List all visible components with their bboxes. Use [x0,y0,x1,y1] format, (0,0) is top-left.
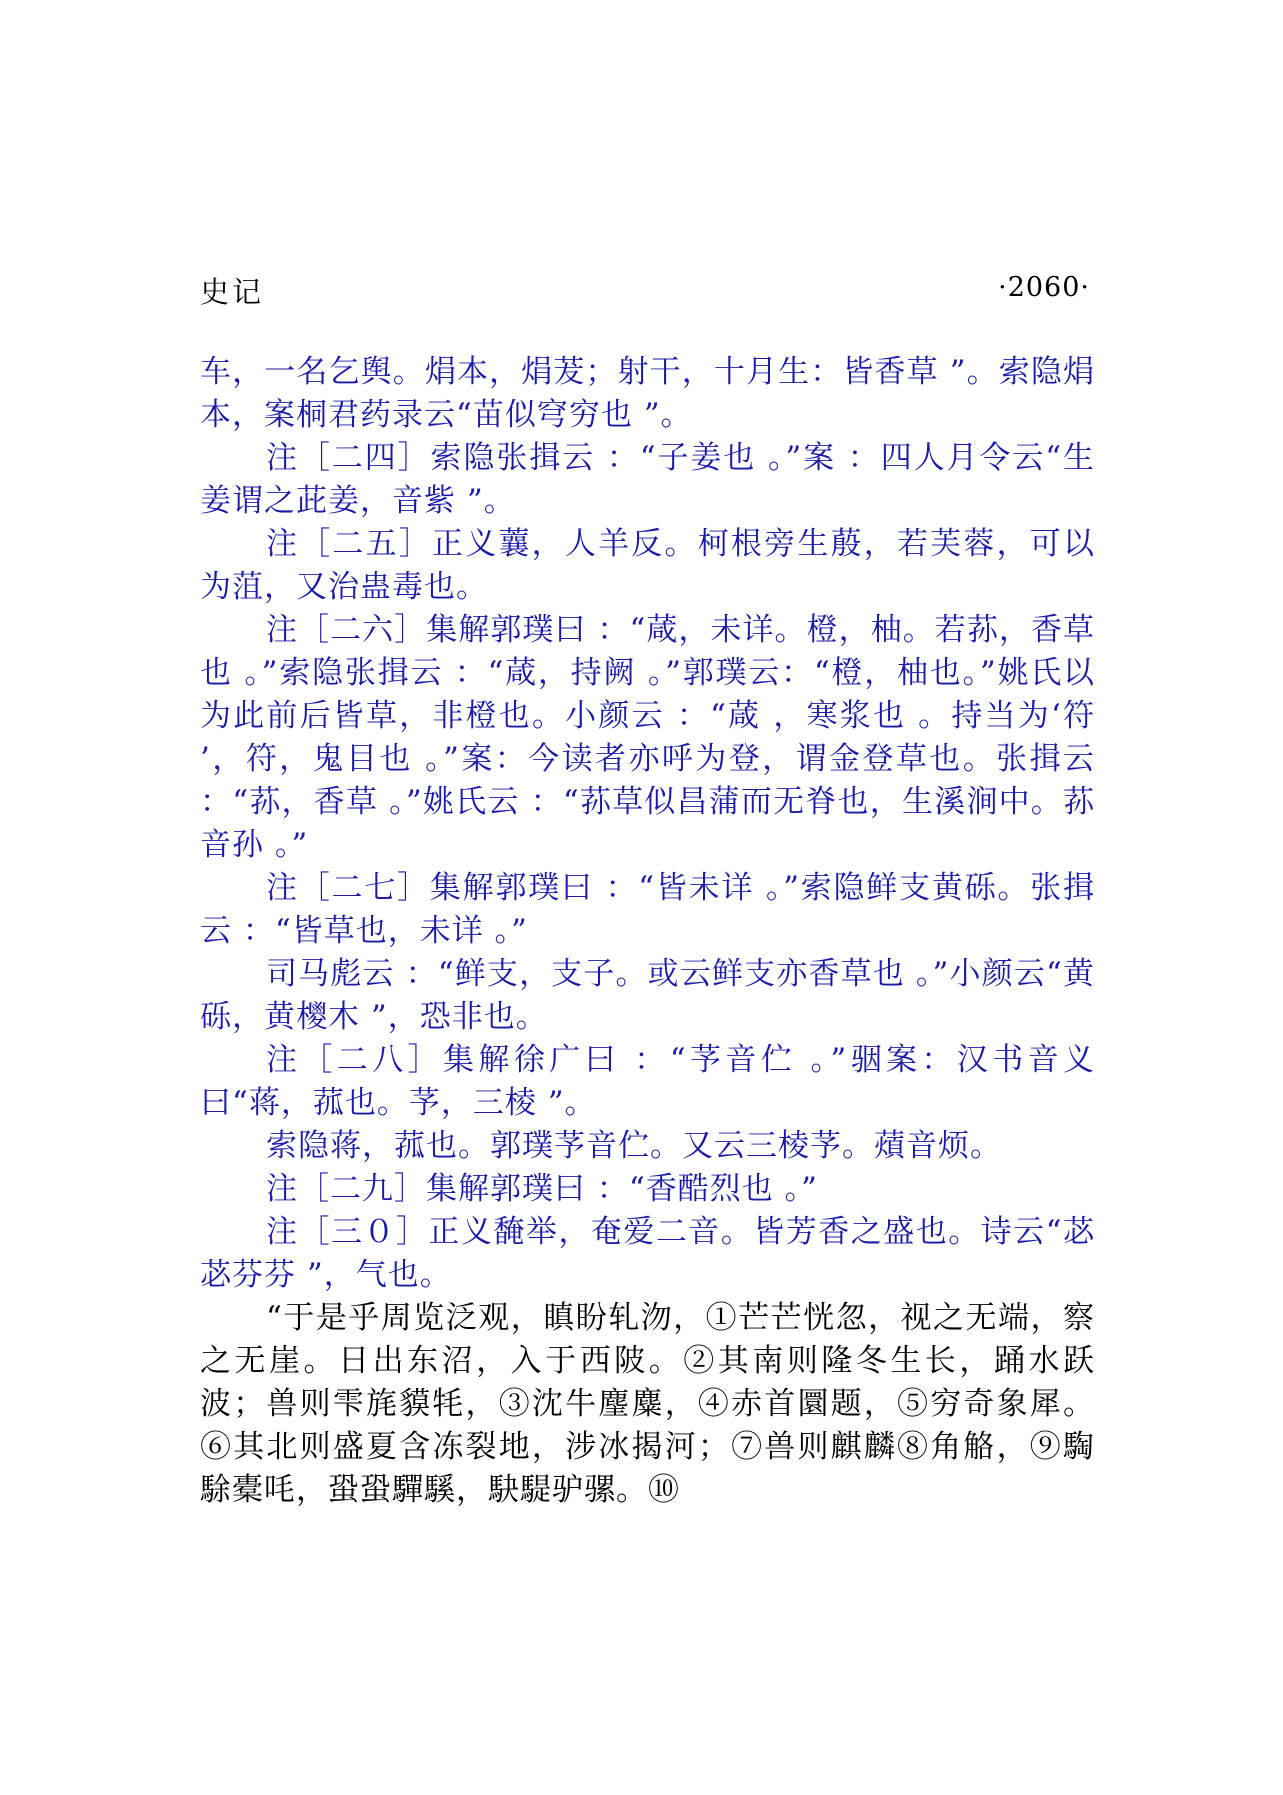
page-body [200,351,1095,1512]
main-text-paragraph: “于是乎周览泛观，瞋盼轧沕，①芒芒恍忽，视之无端，察之无崖。日出东沼，入于西陂。②其南则隆冬生长，踊水跃波；兽则雫旄貘牦，③沈牛麈麋，④赤首圜题，⑤穷奇象犀。⑥其北则盛夏含冻裂地，涉冰揭河；⑦兽则麒麟⑧角觡，⑨騊駼橐㕰，蛩蛩驒騱，駃騠驴骡。⑩ [200,1300,1095,1508]
paragraph: 注［二四］索隐张揖云 ：“子姜也 。”案 ：四人月令云“生姜谓之茈姜，音紫 ”。 [200,440,1095,519]
paragraph: 注［二九］集解郭璞曰 ：“香酷烈也 。” [266,1171,818,1207]
paragraph: 注［三０］正义馣举，奄爱二音。皆芳香之盛也。诗云“苾苾芬芬 ”，气也。 [200,1214,1095,1293]
paragraph: 注［二五］正义蘘，人羊反。柯根旁生蒑，若芙蓉，可以为菹，又治蛊毒也。 [200,526,1095,605]
paragraph: 注［二八］集解徐广曰 ：“芧音伫 。”骃案：汉书音义曰“蒋，菰也。芧，三棱 ”。 [200,1042,1095,1121]
paragraph: 注［二六］集解郭璞曰 ：“葴，未详。橙，柚。若荪，香草也 。”索隐张揖云 ：“葴，持阙 。”郭璞云：“橙，柚也。”姚氏以为此前后皆草，非橙也。小颜云 ：“葴 ，寒浆也 。持当为‘符 ’，符，鬼目也 。”案：今读者亦呼为登，谓金登草也。张揖云 ：“荪，香草 。”姚氏云 ：“荪草似昌蒲而无脊也，生溪涧中。荪音孙 。” [200,612,1095,863]
page-header [200,270,1090,310]
paragraph: 车，一名乞舆。焆本，焆茇；射干，十月生：皆香草 ”。索隐焆本，案桐君药录云“苗似穹穷也 ”。 [200,354,1095,433]
book-title: 史记 [200,275,265,309]
paragraph: 司马彪云 ：“鲜支，支子。或云鲜支亦香草也 。”小颜云“黄砾，黄㯶木 ”，恐非也。 [200,956,1095,1035]
paragraph: 索隐蒋，菰也。郭璞芧音伫。又云三棱芧。薠音烦。 [266,1128,1002,1164]
paragraph: 注［二七］集解郭璞曰 ：“皆未详 。”索隐鲜支黄砾。张揖云 ：“皆草也，未详 。” [200,870,1095,949]
page-number: ·2060· [998,272,1090,303]
